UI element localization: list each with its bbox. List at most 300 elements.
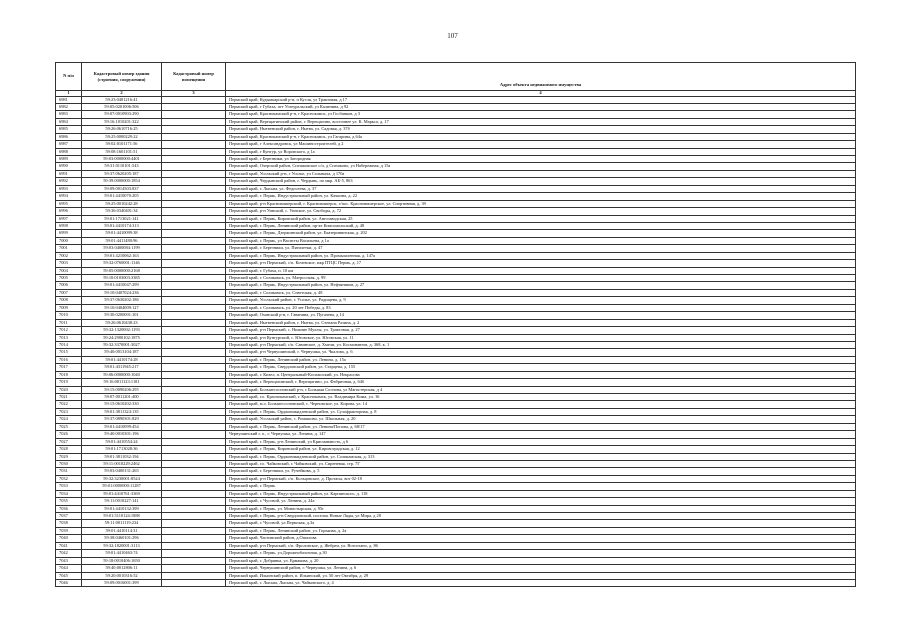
property-address: Пермский край, г. Пермь, Кировский район, ул. Автозаводская, 25 xyxy=(226,215,856,222)
column-number: 4 xyxy=(226,91,856,97)
property-address: Пермский край, Усольский район, с. Ромашово, ул. Школьная, д. 20 xyxy=(226,416,856,423)
building-cadastral-number: 59:16:0011123:1181 xyxy=(82,379,162,386)
property-address: Пермский край, р-н Пермский, с. Нижние Муллы, ул. Трактовая, д. 27 xyxy=(226,327,856,334)
table-row xyxy=(56,550,856,557)
table-row xyxy=(56,289,856,296)
table-row xyxy=(56,371,856,378)
table-row xyxy=(56,156,856,163)
table-row xyxy=(56,490,856,497)
row-number: 6988 xyxy=(56,148,82,155)
row-number: 7023 xyxy=(56,408,82,415)
room-cadastral-number xyxy=(162,535,226,542)
row-number: 7014 xyxy=(56,341,82,348)
row-number: 6998 xyxy=(56,222,82,229)
property-address: Пермский край, г. Пермь, Ленинский район, пр-кт Комсомольский, д. 48 xyxy=(226,222,856,229)
property-address: Пермский край, г. Пермь, р-н Свердловский, поселок Новые Ляды, ул Мира, д 28 xyxy=(226,513,856,520)
row-number: 7004 xyxy=(56,267,82,274)
table-row xyxy=(56,498,856,505)
building-cadastral-number: 59:18:0010406:1650 xyxy=(82,557,162,564)
row-number: 6995 xyxy=(56,200,82,207)
room-cadastral-number xyxy=(162,379,226,386)
row-number: 7029 xyxy=(56,453,82,460)
room-cadastral-number xyxy=(162,222,226,229)
property-address: Пермский край, Краснокамский р-н, г Краснокамск, ул Госбанков, д 3 xyxy=(226,111,856,118)
room-cadastral-number xyxy=(162,185,226,192)
room-cadastral-number xyxy=(162,431,226,438)
property-address: Пермский край, г Березники, ул Загородная xyxy=(226,156,856,163)
room-cadastral-number xyxy=(162,267,226,274)
table-row xyxy=(56,565,856,572)
row-number: 6999 xyxy=(56,230,82,237)
row-number: 6997 xyxy=(56,215,82,222)
property-address: Пермский край, г. Пермь, Индустриальный район, ул. Карпинского, д. 118 xyxy=(226,490,856,497)
row-number: 7015 xyxy=(56,349,82,356)
room-cadastral-number xyxy=(162,498,226,505)
table-row xyxy=(56,483,856,490)
property-address: Пермский край, р-н Кунгурский, с. Юговское, ул. Юговская, ул. 11 xyxy=(226,334,856,341)
building-cadastral-number: 59:01:4410463:74 xyxy=(82,550,162,557)
property-address: Пермский край, г. Кизел, п. Центральный-Коспашский, ул. Некрасова xyxy=(226,371,856,378)
room-cadastral-number xyxy=(162,483,226,490)
table-row xyxy=(56,222,856,229)
row-number: 7043 xyxy=(56,557,82,564)
property-address: Пермский край, Усольский район, г. Усолье, ул. Радищева, д. 9 xyxy=(226,297,856,304)
room-cadastral-number xyxy=(162,319,226,326)
property-address: Пермский край, г. Березники, ул. Ручейкова, д. 5 xyxy=(226,468,856,475)
building-cadastral-number: 59:05:0000000:2168 xyxy=(82,267,162,274)
room-cadastral-number xyxy=(162,416,226,423)
building-cadastral-number: 59:01:4410099:38 xyxy=(82,230,162,237)
row-number: 7033 xyxy=(56,483,82,490)
row-number: 7036 xyxy=(56,505,82,512)
room-cadastral-number xyxy=(162,364,226,371)
room-cadastral-number xyxy=(162,475,226,482)
building-cadastral-number: 59:01:4410761:3369 xyxy=(82,490,162,497)
row-number: 7000 xyxy=(56,237,82,244)
property-address: Пермский край, г. Пермь, Ленинский район, ул. Ленина, д. 15а xyxy=(226,356,856,363)
row-number: 7038 xyxy=(56,520,82,527)
property-address: Пермский край, г. Березники, ул. Пятилетки, д. 47 xyxy=(226,245,856,252)
building-cadastral-number: 59:01:4410174:313 xyxy=(82,222,162,229)
room-cadastral-number xyxy=(162,208,226,215)
row-number: 7028 xyxy=(56,446,82,453)
building-cadastral-number: 59:03:0400131:265 xyxy=(82,468,162,475)
row-number: 7046 xyxy=(56,579,82,586)
room-cadastral-number xyxy=(162,111,226,118)
building-cadastral-number: 59:01:4410070:205 xyxy=(82,193,162,200)
property-address: Пермский край, Частинский район, д.Ошалова xyxy=(226,535,856,542)
room-cadastral-number xyxy=(162,505,226,512)
room-cadastral-number xyxy=(162,141,226,148)
room-cadastral-number xyxy=(162,527,226,534)
property-address: Пермский край, Усольский р-н, г Усолье, ул Сольвыча, д 170а xyxy=(226,170,856,177)
property-address: Пермский край, г. Пермь xyxy=(226,483,856,490)
table-row xyxy=(56,200,856,207)
property-address: Пермский край, г. Пермь, ул. Монастырская, д. 95г xyxy=(226,505,856,512)
row-number: 7030 xyxy=(56,460,82,467)
room-cadastral-number xyxy=(162,520,226,527)
row-number: 6984 xyxy=(56,118,82,125)
property-address: Пермский край, г Губаха, пгт Углеуральский, ул Калинина, д 92 xyxy=(226,103,856,110)
room-cadastral-number xyxy=(162,260,226,267)
room-cadastral-number xyxy=(162,200,226,207)
table-row xyxy=(56,304,856,311)
property-address: Пермский край, р-н Пермский, с/п. Кочевское, мкр ПТЦС Пермь, д. 17 xyxy=(226,260,856,267)
building-cadastral-number: 59:32:1320002:1193 xyxy=(82,327,162,334)
row-number: 6991 xyxy=(56,170,82,177)
building-cadastral-number: 59:10:0103003:3385 xyxy=(82,275,162,282)
building-cadastral-number: 59:01:3811324:135 xyxy=(82,408,162,415)
row-number: 7031 xyxy=(56,468,82,475)
property-address: Пермский край, г Кунгур, ул Воровского, д 1а xyxy=(226,148,856,155)
room-cadastral-number xyxy=(162,513,226,520)
table-row xyxy=(56,118,856,125)
room-cadastral-number xyxy=(162,490,226,497)
building-cadastral-number: 59:07:0011201:400 xyxy=(82,394,162,401)
room-cadastral-number xyxy=(162,401,226,408)
building-cadastral-number: 59:03:0400084:1199 xyxy=(82,245,162,252)
row-number: 6983 xyxy=(56,111,82,118)
building-cadastral-number: 59:25:0000229:22 xyxy=(82,133,162,140)
row-number: 6987 xyxy=(56,141,82,148)
building-cadastral-number: 59:40:0013104:187 xyxy=(82,349,162,356)
table-row xyxy=(56,460,856,467)
property-address: Пермский край, Оханский р-н, г. Гаванина, ул. Пугачева, д 14 xyxy=(226,312,856,319)
row-number: 7001 xyxy=(56,245,82,252)
column-number: 3 xyxy=(162,91,226,97)
building-cadastral-number: 59:01:4410047:299 xyxy=(82,282,162,289)
room-cadastral-number xyxy=(162,468,226,475)
property-address: Пермский край, г. Чусовой, ул. Ленина, д. 24а xyxy=(226,498,856,505)
building-cadastral-number: 59:02:0101171:56 xyxy=(82,141,162,148)
table-row xyxy=(56,282,856,289)
building-cadastral-number: 59:40:0012806:11 xyxy=(82,565,162,572)
building-cadastral-number: 59:01:4410132:399 xyxy=(82,505,162,512)
table-row xyxy=(56,193,856,200)
room-cadastral-number xyxy=(162,334,226,341)
header-address: Адрес объекта недвижимого имущества xyxy=(226,63,856,91)
building-cadastral-number: 59:01:4210062:163 xyxy=(82,252,162,259)
building-cadastral-number: 59:36:0340401:34 xyxy=(82,208,162,215)
room-cadastral-number xyxy=(162,237,226,244)
header-num: N п/п xyxy=(56,63,82,91)
building-cadastral-number: 59:37:0890301:829 xyxy=(82,416,162,423)
room-cadastral-number xyxy=(162,163,226,170)
room-cadastral-number xyxy=(162,275,226,282)
building-cadastral-number: 59:15:0610202:330 xyxy=(82,401,162,408)
row-number: 7019 xyxy=(56,379,82,386)
row-number: 6993 xyxy=(56,185,82,192)
building-cadastral-number: 59:11:0011119:234 xyxy=(82,520,162,527)
property-address: Пермский край, г. Соликамск, ул. Советская, д. 48 xyxy=(226,289,856,296)
row-number: 7040 xyxy=(56,535,82,542)
table-row xyxy=(56,252,856,259)
room-cadastral-number xyxy=(162,423,226,430)
table-row xyxy=(56,356,856,363)
table-row xyxy=(56,133,856,140)
room-cadastral-number xyxy=(162,193,226,200)
property-address: Пермский край, г. Чусовой, ул.Пермская, д.3а xyxy=(226,520,856,527)
property-address: Пермский край, Нытвенский район, г. Нытва, ул. Степана Разина, д. 2 xyxy=(226,319,856,326)
table-row xyxy=(56,334,856,341)
row-number: 7006 xyxy=(56,282,82,289)
building-cadastral-number: 59:01:4411480:96 xyxy=(82,237,162,244)
property-address: Пермский край, г. Пермь, Индустриальный район, ул. Промышленная, д. 147а xyxy=(226,252,856,259)
table-row xyxy=(56,327,856,334)
property-address: Пермский край, г. Пермь, ул Васисты Васильева, д 1а xyxy=(226,237,856,244)
building-cadastral-number: 59:32:3230001:8524 xyxy=(82,475,162,482)
property-address: Пермский край, Чердынский район, г. Чердынь, по мкр. АБ-5, 863 xyxy=(226,178,856,185)
building-cadastral-number: 59:01:4410099:454 xyxy=(82,423,162,430)
row-number: 7020 xyxy=(56,386,82,393)
table-row xyxy=(56,468,856,475)
header-cad-building-text: Кадастровый номер здания (строения, сооружения) xyxy=(93,70,150,82)
room-cadastral-number xyxy=(162,550,226,557)
row-number: 7027 xyxy=(56,438,82,445)
row-number: 6990 xyxy=(56,163,82,170)
row-number: 6996 xyxy=(56,208,82,215)
row-number: 7021 xyxy=(56,394,82,401)
table-row xyxy=(56,557,856,564)
building-cadastral-number: 59:25:0010242:28 xyxy=(82,200,162,207)
building-cadastral-number: 59:11:0010227:141 xyxy=(82,498,162,505)
property-address: Пермский край, г. Пермь, Индустриальный район, ул. Нефтяников, д. 27 xyxy=(226,282,856,289)
building-cadastral-number: 59:01:5110124:1888 xyxy=(82,513,162,520)
row-number: 7024 xyxy=(56,416,82,423)
row-number: 7016 xyxy=(56,356,82,363)
property-address: Пермский край, г.о. Краснокамский, г. Краснокамск, ул. Владимира Кима, ул. 16 xyxy=(226,394,856,401)
room-cadastral-number xyxy=(162,327,226,334)
room-cadastral-number xyxy=(162,126,226,133)
table-row xyxy=(56,535,856,542)
building-cadastral-number: 59:01:1713028:36 xyxy=(82,446,162,453)
row-number: 7009 xyxy=(56,304,82,311)
room-cadastral-number xyxy=(162,565,226,572)
table-row xyxy=(56,527,856,534)
room-cadastral-number xyxy=(162,297,226,304)
table-row xyxy=(56,96,856,103)
property-address: Пермский край, г. Пермь, Ленинский район, ул. Горькова, д. 2а xyxy=(226,527,856,534)
header-cad-room xyxy=(162,63,226,91)
row-number: 7042 xyxy=(56,550,82,557)
row-number: 7037 xyxy=(56,513,82,520)
table-row xyxy=(56,178,856,185)
room-cadastral-number xyxy=(162,446,226,453)
table-row xyxy=(56,260,856,267)
building-cadastral-number: 59:10:0404009:127 xyxy=(82,304,162,311)
property-address: Пермский край, г. Пермь, Кировский район, ул. Кировоградская, д. 12 xyxy=(226,446,856,453)
table-row xyxy=(56,275,856,282)
property-address: Пермский край, Большесосновский р-н, с Большая Соснова, ул Магистерская, д 4 xyxy=(226,386,856,393)
property-address: Пермский край, Нытвенский район, г. Нытва, ул. Садовая, д. 37б xyxy=(226,126,856,133)
table-row xyxy=(56,401,856,408)
room-cadastral-number xyxy=(162,453,226,460)
property-address: Пермский край, р-н Уинский, с. Уинское, ул. Свободы, д. 72 xyxy=(226,208,856,215)
table-row xyxy=(56,267,856,274)
building-cadastral-number: 59:30:0200001:101 xyxy=(82,312,162,319)
table-row xyxy=(56,572,856,579)
room-cadastral-number xyxy=(162,349,226,356)
property-address: Пермский край, г. Пермь, Орджоникидзевский район, ул. Сулофракторная, д. 8 xyxy=(226,408,856,415)
table-row xyxy=(56,520,856,527)
row-number: 7008 xyxy=(56,297,82,304)
building-cadastral-number: 59:01:4410114:31 xyxy=(82,527,162,534)
room-cadastral-number xyxy=(162,103,226,110)
room-cadastral-number xyxy=(162,438,226,445)
row-number: 6992 xyxy=(56,178,82,185)
property-address: Пермский край, р-н Красновишерский, г. Красновишерск, г/пос. Красновишерское, ул. Спортивная, д. 39 xyxy=(226,200,856,207)
property-address: Пермский край, Краснокамский р-н, г Краснокамск, ул Гагарина, д 64а xyxy=(226,133,856,140)
table-row xyxy=(56,386,856,393)
building-cadastral-number: 59:03:0000000:4401 xyxy=(82,156,162,163)
property-address: Пермский край, г. Лысьва, Лысьва, ул. Чайковского, д. 4 xyxy=(226,579,856,586)
table-row xyxy=(56,453,856,460)
building-cadastral-number: 59:01:4410174:28 xyxy=(82,356,162,363)
property-address: Пермский край, г.о. Чайковский, г. Чайковский, ул. Сиреневая, стр. 7Г xyxy=(226,460,856,467)
table-row xyxy=(56,297,856,304)
property-registry-table xyxy=(55,62,856,587)
table-row xyxy=(56,423,856,430)
table-row xyxy=(56,475,856,482)
row-number: 7011 xyxy=(56,319,82,326)
row-number: 7025 xyxy=(56,423,82,430)
property-address: Пермский край, Ильинский район, п. Ильинский, ул. 50 лет Октября, д. 29 xyxy=(226,572,856,579)
header-cad-building xyxy=(82,63,162,91)
room-cadastral-number xyxy=(162,572,226,579)
table-row xyxy=(56,416,856,423)
row-number: 7032 xyxy=(56,475,82,482)
row-number: 7034 xyxy=(56,490,82,497)
property-address: Пермский край, р-н Чернушинский, г. Чернушка, ул. Чкалова, д. 6 xyxy=(226,349,856,356)
row-number: 7045 xyxy=(56,572,82,579)
property-address: Пермский край, г. Губаха, п. 10 км xyxy=(226,267,856,274)
building-cadastral-number: 59:20:0010316:52 xyxy=(82,572,162,579)
building-cadastral-number: 59:07:0010903:290 xyxy=(82,111,162,118)
table-row xyxy=(56,513,856,520)
room-cadastral-number xyxy=(162,245,226,252)
building-cadastral-number: 59:11:0010229:2462 xyxy=(82,460,162,467)
row-number: 6989 xyxy=(56,156,82,163)
property-address: Пермский край, г. Пермь, Ленинский район, ул. Ленина/Попова, д. 68/17 xyxy=(226,423,856,430)
building-cadastral-number: 59:32:1820001:3113 xyxy=(82,542,162,549)
table-row xyxy=(56,341,856,348)
building-cadastral-number: 59:05:0201006:506 xyxy=(82,103,162,110)
table-row xyxy=(56,237,856,244)
room-cadastral-number xyxy=(162,394,226,401)
building-cadastral-number: 59:32:3370001:3027 xyxy=(82,341,162,348)
table-row xyxy=(56,141,856,148)
property-address: Пермский край, г. Соликамск, ул. Матросская, д. 99 xyxy=(226,275,856,282)
row-number: 7035 xyxy=(56,498,82,505)
room-cadastral-number xyxy=(162,215,226,222)
room-cadastral-number xyxy=(162,460,226,467)
property-address: Пермский край, г. Верещагинский, г. Верещагино, ул. Фабричная, д. 64б xyxy=(226,379,856,386)
table-row xyxy=(56,394,856,401)
property-address: Пермский край, Кудымкарский р-н, п Кусля, ул Трактовая, д 17 xyxy=(226,96,856,103)
property-address: Пермский край, г. Соликамск, ул. 20 лет Победы, д. 83 xyxy=(226,304,856,311)
building-cadastral-number: 59:39:0000000:1854 xyxy=(82,178,162,185)
building-cadastral-number: 59:23:0481216:41 xyxy=(82,96,162,103)
property-address: Пермский край, р-н Пермский, с/п. Кольцовское, д. Протасы, вот 02-18 xyxy=(226,475,856,482)
building-cadastral-number: 59:31:0110101:543 xyxy=(82,163,162,170)
building-cadastral-number: 59:10:0407024:236 xyxy=(82,289,162,296)
header-row xyxy=(56,63,856,91)
property-address: Пермский край, м.о. Большесосновский, с. Черновское, ул. Кирова, ул. 14 xyxy=(226,401,856,408)
row-number: 7026 xyxy=(56,431,82,438)
building-cadastral-number: 59:37:0630202:186 xyxy=(82,297,162,304)
table-row xyxy=(56,126,856,133)
property-address: Пермский край, г. Пермь, Свердловский район, ул. Старцева, д. 155 xyxy=(226,364,856,371)
room-cadastral-number xyxy=(162,579,226,586)
room-cadastral-number xyxy=(162,408,226,415)
room-cadastral-number xyxy=(162,304,226,311)
property-address: Пермский край, Очерский район, Спешковское с/п, д Спешково, ул Набережная, д 15а xyxy=(226,163,856,170)
room-cadastral-number xyxy=(162,230,226,237)
table-row xyxy=(56,148,856,155)
room-cadastral-number xyxy=(162,341,226,348)
table-row xyxy=(56,379,856,386)
building-cadastral-number: 59:09:0014503:837 xyxy=(82,185,162,192)
room-cadastral-number xyxy=(162,252,226,259)
building-cadastral-number: 59:01:3811032:194 xyxy=(82,453,162,460)
property-address: Пермский край, Верещагинский район, г. Верещагино, восточнее ул. К. Маркса, д. 17 xyxy=(226,118,856,125)
table-row xyxy=(56,408,856,415)
table-row xyxy=(56,364,856,371)
table-row xyxy=(56,103,856,110)
page-number: 107 xyxy=(447,32,458,40)
building-cadastral-number: 59:01:4311945:217 xyxy=(82,364,162,371)
row-number: 6986 xyxy=(56,133,82,140)
room-cadastral-number xyxy=(162,118,226,125)
property-address: Пермский край, г Александровск, ул Машиностроителей, д 2 xyxy=(226,141,856,148)
property-address: Пермский край, г. Пермь, ул.Дорожнобалочная, д.30 xyxy=(226,550,856,557)
row-number: 7012 xyxy=(56,327,82,334)
row-number: 7007 xyxy=(56,289,82,296)
building-cadastral-number: 59:26:0610438:23 xyxy=(82,319,162,326)
table-row xyxy=(56,111,856,118)
table-row xyxy=(56,438,856,445)
room-cadastral-number xyxy=(162,386,226,393)
table-row xyxy=(56,170,856,177)
table-row xyxy=(56,319,856,326)
table-row xyxy=(56,446,856,453)
room-cadastral-number xyxy=(162,148,226,155)
room-cadastral-number xyxy=(162,96,226,103)
building-cadastral-number: 59:09:0016001:399 xyxy=(82,579,162,586)
room-cadastral-number xyxy=(162,312,226,319)
table-row xyxy=(56,542,856,549)
building-cadastral-number: 59:26:0610716:25 xyxy=(82,126,162,133)
building-cadastral-number: 59:01:1713021:141 xyxy=(82,215,162,222)
column-number: 1 xyxy=(56,91,82,97)
property-address: Пермский край, р-н Пермский, с/п. Савинское, д. Хмели, ул. Космонавтов, д. 368, к. 1 xyxy=(226,341,856,348)
room-cadastral-number xyxy=(162,356,226,363)
row-number: 7010 xyxy=(56,312,82,319)
row-number: 7039 xyxy=(56,527,82,534)
row-number: 7022 xyxy=(56,401,82,408)
table-row xyxy=(56,215,856,222)
row-number: 7002 xyxy=(56,252,82,259)
property-address: Пермский край, г. Пермь, р-н Ленинский, ул Крисманаюсть, д 6 xyxy=(226,438,856,445)
row-number: 6985 xyxy=(56,126,82,133)
building-cadastral-number: 59:01:0000000:11287 xyxy=(82,483,162,490)
row-number: 6981 xyxy=(56,96,82,103)
building-cadastral-number: 59:24:2900102:1875 xyxy=(82,334,162,341)
row-number: 7044 xyxy=(56,565,82,572)
property-address: Пермский край, г. Пермь, Индустриальный район, ул. Качкина, д. 22 xyxy=(226,193,856,200)
room-cadastral-number xyxy=(162,133,226,140)
table-row xyxy=(56,505,856,512)
